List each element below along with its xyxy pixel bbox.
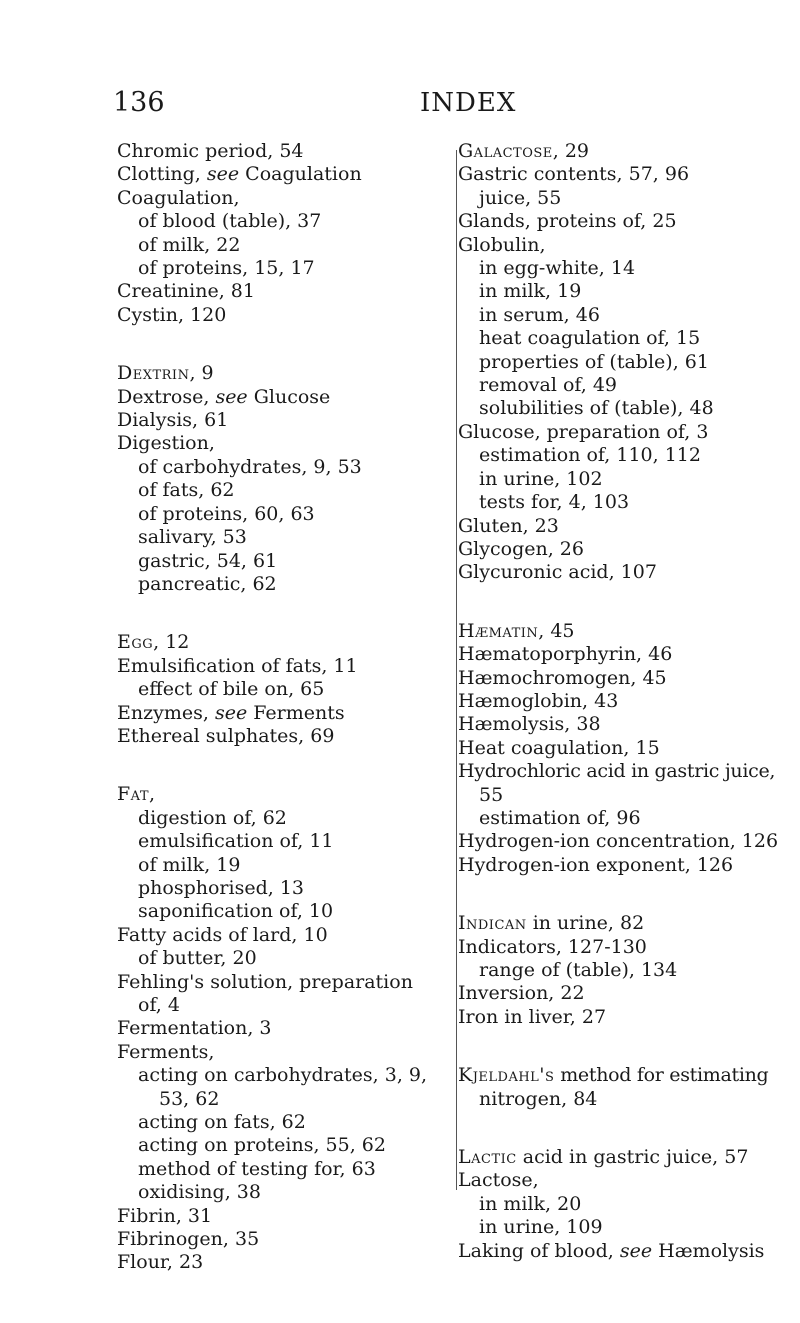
entry-text: Heat coagulation, 15 — [458, 736, 660, 759]
index-entry — [458, 643, 793, 666]
index-subentry — [458, 397, 793, 420]
entry-text: Fermentation, 3 — [117, 1017, 272, 1040]
index-subentry — [458, 351, 793, 374]
index-entry — [458, 936, 793, 959]
index-entry — [117, 1228, 447, 1251]
index-subentry — [117, 1064, 447, 1087]
index-entry — [117, 409, 447, 432]
index-subentry — [458, 257, 793, 280]
entry-text: , — [149, 783, 156, 806]
entry-text: Glucose, preparation of, 3 — [458, 420, 709, 443]
entry-text: 55 — [479, 783, 504, 806]
entry-text: Hydrochloric acid in gastric juice, — [458, 760, 776, 783]
entry-text: range of (table), 134 — [479, 959, 678, 981]
entry-text: emulsification of, 11 — [138, 830, 334, 853]
entry-text: Chromic period, 54 — [117, 140, 304, 162]
entry-text: Hæmolysis, 38 — [458, 713, 601, 736]
entry-text: of butter, 20 — [138, 947, 257, 970]
index-column-right — [458, 140, 793, 1263]
see-reference: see — [619, 1239, 653, 1262]
entry-text: tests for, 4, 103 — [479, 491, 630, 514]
index-subentry — [458, 491, 793, 514]
index-subentry — [117, 1158, 447, 1181]
index-subentry — [117, 1111, 447, 1134]
column-divider — [456, 150, 457, 1190]
entry-text: salivary, 53 — [138, 526, 247, 549]
index-entry — [458, 1240, 793, 1263]
index-subentry — [458, 1088, 793, 1111]
entry-text: Fehling's solution, preparation — [117, 970, 413, 993]
index-subentry — [458, 304, 793, 327]
index-entry — [117, 280, 447, 303]
index-entry — [458, 210, 793, 233]
entry-text: Hæmoglobin, 43 — [458, 689, 619, 712]
index-entry — [117, 140, 447, 163]
entry-text: acid in gastric juice, 57 — [516, 1146, 749, 1169]
entry-text: of milk, 19 — [138, 853, 241, 876]
entry-text: Enzymes, — [117, 701, 215, 724]
cross-reference-target: Ferments — [247, 701, 345, 724]
entry-heading-word: Hæmatin — [458, 619, 539, 642]
entry-text: Hydrogen-ion exponent, 126 — [458, 853, 734, 876]
index-subentry — [458, 374, 793, 397]
entry-text: Iron in liver, 27 — [458, 1005, 607, 1028]
index-subentry — [117, 550, 447, 573]
entry-text: in urine, 109 — [479, 1216, 603, 1239]
entry-text: heat coagulation of, 15 — [479, 327, 701, 350]
entry-text: in milk, 20 — [479, 1192, 582, 1215]
entry-heading-word: Egg — [117, 631, 154, 654]
index-subentry — [117, 830, 447, 853]
index-subentry — [117, 1181, 447, 1204]
entry-text: phosphorised, 13 — [138, 876, 304, 899]
entry-text: juice, 55 — [479, 186, 562, 209]
index-entry — [458, 830, 793, 853]
index-entry — [117, 924, 447, 947]
index-column-left — [117, 140, 447, 1275]
page-title: INDEX — [420, 88, 517, 118]
index-entry — [458, 1146, 793, 1169]
cross-reference-target: Glucose — [247, 385, 331, 408]
entry-text: Hydrogen-ion concentration, 126 — [458, 830, 779, 853]
index-entry — [458, 561, 793, 584]
entry-text: acting on proteins, 55, 62 — [138, 1134, 386, 1157]
entry-text: Indicators, 127-130 — [458, 935, 647, 958]
index-entry — [458, 234, 793, 257]
entry-text: Glycuronic acid, 107 — [458, 561, 657, 584]
index-entry — [458, 538, 793, 561]
index-subentry — [117, 854, 447, 877]
entry-text: Globulin, — [458, 233, 546, 256]
index-subentry — [117, 210, 447, 233]
entry-text: digestion of, 62 — [138, 806, 287, 829]
entry-text: in serum, 46 — [479, 303, 600, 326]
index-subentry — [117, 877, 447, 900]
index-subentry — [117, 678, 447, 701]
index-subentry — [458, 444, 793, 467]
entry-text: Ferments, — [117, 1040, 215, 1063]
entry-text: Digestion, — [117, 432, 215, 455]
entry-text: , 45 — [538, 619, 575, 642]
entry-text: Emulsification of fats, 11 — [117, 654, 358, 677]
index-entry — [458, 1006, 793, 1029]
entry-heading-word: Fat — [117, 783, 150, 806]
entry-text: Gastric contents, 57, 96 — [458, 163, 690, 186]
entry-text: Hæmatoporphyrin, 46 — [458, 643, 673, 666]
cross-reference-target: Hæmolysis — [652, 1239, 765, 1262]
section-gap — [458, 1029, 793, 1064]
index-subentry — [458, 468, 793, 491]
entry-text: Glycogen, 26 — [458, 537, 584, 560]
index-entry — [458, 515, 793, 538]
index-entry — [117, 702, 447, 725]
cross-reference-target: Coagulation — [239, 163, 362, 186]
entry-text: acting on fats, 62 — [138, 1111, 306, 1134]
index-subentry — [117, 994, 447, 1017]
section-gap — [458, 585, 793, 620]
index-subentry — [117, 900, 447, 923]
index-entry — [117, 1017, 447, 1040]
entry-text: Lactose, — [458, 1169, 539, 1192]
entry-text: in urine, 82 — [526, 912, 645, 935]
entry-text: in urine, 102 — [479, 467, 603, 490]
entry-text: of fats, 62 — [138, 479, 235, 502]
entry-text: Gluten, 23 — [458, 514, 559, 537]
entry-text: properties of (table), 61 — [479, 350, 709, 373]
index-entry — [117, 432, 447, 455]
index-entry — [117, 187, 447, 210]
entry-text: Laking of blood, — [458, 1239, 620, 1262]
entry-text: Creatinine, 81 — [117, 280, 255, 303]
entry-text: estimation of, 96 — [479, 806, 641, 829]
section-gap — [117, 327, 447, 362]
index-entry — [458, 713, 793, 736]
index-subentry — [117, 234, 447, 257]
index-subentry — [117, 503, 447, 526]
entry-text: solubilities of (table), 48 — [479, 397, 714, 420]
index-entry — [458, 854, 793, 877]
entry-text: Dialysis, 61 — [117, 409, 229, 432]
entry-text: method for estimating — [554, 1064, 769, 1087]
index-entry — [117, 725, 447, 748]
index-entry — [458, 1064, 793, 1087]
index-subentry — [458, 784, 793, 807]
entry-text: Coagulation, — [117, 186, 240, 209]
entry-text: , 9 — [189, 362, 214, 385]
entry-text: Hæmochromogen, 45 — [458, 666, 667, 689]
see-reference: see — [214, 701, 248, 724]
index-entry — [117, 1205, 447, 1228]
index-entry — [458, 737, 793, 760]
entry-text: of proteins, 15, 17 — [138, 257, 315, 280]
index-entry — [458, 982, 793, 1005]
entry-text: Fibrin, 31 — [117, 1204, 213, 1227]
index-entry — [117, 631, 447, 654]
entry-text: saponification of, 10 — [138, 900, 334, 923]
entry-text: removal of, 49 — [479, 374, 618, 397]
index-entry — [117, 362, 447, 385]
entry-text: of milk, 22 — [138, 233, 241, 256]
index-subentry — [458, 280, 793, 303]
entry-text: Fibrinogen, 35 — [117, 1228, 260, 1251]
index-subentry — [458, 959, 793, 982]
index-entry — [458, 667, 793, 690]
index-entry — [458, 912, 793, 935]
index-entry — [458, 690, 793, 713]
index-subentry — [458, 1193, 793, 1216]
index-entry — [117, 783, 447, 806]
section-gap — [117, 596, 447, 631]
entry-text: of proteins, 60, 63 — [138, 502, 315, 525]
entry-text: method of testing for, 63 — [138, 1157, 376, 1180]
index-entry — [117, 655, 447, 678]
see-reference: see — [206, 163, 240, 186]
index-subentry — [458, 187, 793, 210]
index-subentry — [117, 947, 447, 970]
index-subentry — [117, 1134, 447, 1157]
entry-text: oxidising, 38 — [138, 1181, 261, 1204]
index-entry — [117, 304, 447, 327]
entry-text: of carbohydrates, 9, 53 — [138, 455, 362, 478]
index-entry — [117, 1251, 447, 1274]
index-entry — [117, 971, 447, 994]
page-header — [0, 86, 800, 126]
entry-text: Clotting, — [117, 163, 207, 186]
entry-text: of blood (table), 37 — [138, 210, 322, 233]
entry-heading-word: Dextrin — [117, 362, 190, 385]
index-entry — [458, 760, 793, 783]
index-entry — [458, 140, 793, 163]
entry-heading-word: Lactic — [458, 1146, 517, 1169]
entry-text: Ethereal sulphates, 69 — [117, 724, 335, 747]
index-entry — [458, 620, 793, 643]
index-subentry — [117, 456, 447, 479]
entry-text: , 29 — [552, 140, 590, 162]
entry-text: in egg-white, 14 — [479, 257, 636, 280]
entry-text: , 12 — [153, 631, 190, 654]
index-subentry — [458, 1216, 793, 1239]
index-subentry — [117, 573, 447, 596]
entry-text: Fatty acids of lard, 10 — [117, 923, 328, 946]
index-subentry — [117, 1088, 447, 1111]
index-subentry — [117, 526, 447, 549]
entry-heading-word: Indican — [458, 912, 527, 935]
entry-text: Glands, proteins of, 25 — [458, 210, 677, 233]
entry-text: Dextrose, — [117, 385, 216, 408]
index-entry — [458, 421, 793, 444]
section-gap — [458, 877, 793, 912]
index-subentry — [458, 807, 793, 830]
index-entry — [117, 1041, 447, 1064]
index-entry — [117, 163, 447, 186]
entry-text: gastric, 54, 61 — [138, 549, 278, 572]
index-entry — [458, 163, 793, 186]
section-gap — [458, 1111, 793, 1146]
index-subentry — [117, 807, 447, 830]
entry-text: pancreatic, 62 — [138, 572, 277, 595]
index-subentry — [458, 327, 793, 350]
see-reference: see — [215, 385, 248, 408]
entry-text: in milk, 19 — [479, 280, 582, 303]
entry-text: estimation of, 110, 112 — [479, 444, 701, 467]
page-number: 136 — [113, 87, 165, 118]
entry-text: Cystin, 120 — [117, 303, 227, 326]
index-subentry — [117, 257, 447, 280]
section-gap — [117, 748, 447, 783]
entry-text: effect of bile on, 65 — [138, 678, 325, 701]
entry-text: nitrogen, 84 — [479, 1087, 598, 1110]
entry-text: 53, 62 — [159, 1087, 220, 1110]
entry-text: Flour, 23 — [117, 1251, 204, 1274]
entry-text: of, 4 — [138, 994, 180, 1016]
entry-text: acting on carbohydrates, 3, 9, — [138, 1064, 428, 1087]
entry-heading-word: Kjeldahl's — [458, 1064, 555, 1087]
index-subentry — [117, 479, 447, 502]
index-entry — [117, 386, 447, 409]
index-entry — [458, 1169, 793, 1192]
entry-heading-word: Galactose — [458, 140, 553, 162]
entry-text: Inversion, 22 — [458, 982, 585, 1005]
